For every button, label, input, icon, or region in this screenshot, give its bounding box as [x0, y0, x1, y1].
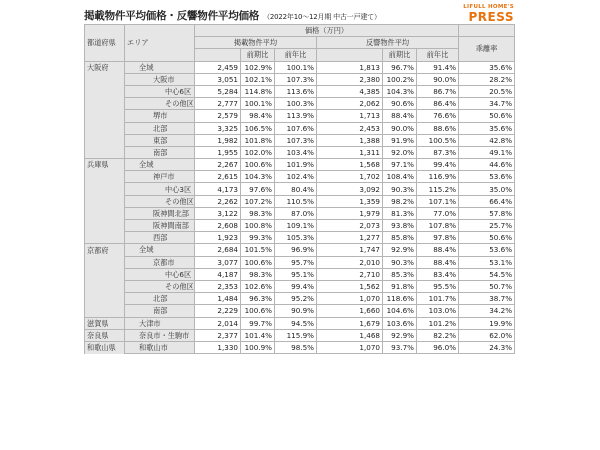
table-row [85, 293, 515, 305]
cell-pref: 和歌山県 [85, 341, 125, 353]
header-response-yoy: 前年比 [417, 49, 459, 61]
cell-area: 中心3区 [125, 183, 195, 195]
table-row [85, 110, 515, 122]
cell-pref: 兵庫県 [85, 159, 125, 171]
cell-diff-rate: 50.6% [459, 232, 515, 244]
cell-response-yoy: 97.8% [417, 232, 459, 244]
cell-response-price: 1,277 [317, 232, 383, 244]
cell-response-yoy: 86.7% [417, 85, 459, 97]
cell-listing-yoy: 110.5% [275, 195, 317, 207]
cell-listing-qoq: 100.6% [241, 256, 275, 268]
cell-listing-yoy: 80.4% [275, 183, 317, 195]
cell-response-qoq: 93.7% [383, 341, 417, 353]
cell-listing-price: 2,229 [195, 305, 241, 317]
cell-response-qoq: 90.0% [383, 122, 417, 134]
cell-area: その他区 [125, 98, 195, 110]
cell-response-price: 2,010 [317, 256, 383, 268]
cell-response-price: 1,813 [317, 61, 383, 73]
cell-response-yoy: 107.1% [417, 195, 459, 207]
cell-pref: 大阪府 [85, 61, 125, 73]
table-row [85, 220, 515, 232]
cell-response-yoy: 88.6% [417, 122, 459, 134]
cell-response-yoy: 76.6% [417, 110, 459, 122]
cell-listing-qoq: 104.3% [241, 171, 275, 183]
cell-listing-price: 2,684 [195, 244, 241, 256]
cell-listing-price: 1,484 [195, 293, 241, 305]
cell-response-price: 1,468 [317, 329, 383, 341]
cell-listing-qoq: 100.1% [241, 98, 275, 110]
header-blank [459, 25, 515, 37]
cell-listing-yoy: 107.3% [275, 134, 317, 146]
cell-area: 阪神間北部 [125, 207, 195, 219]
cell-response-yoy: 87.3% [417, 146, 459, 158]
cell-response-price: 4,385 [317, 85, 383, 97]
cell-listing-price: 2,377 [195, 329, 241, 341]
cell-response-price: 1,568 [317, 159, 383, 171]
cell-response-qoq: 100.2% [383, 73, 417, 85]
cell-area: その他区 [125, 280, 195, 292]
cell-pref [85, 183, 125, 195]
cell-listing-yoy: 107.3% [275, 73, 317, 85]
cell-listing-qoq: 101.5% [241, 244, 275, 256]
cell-listing-yoy: 87.0% [275, 207, 317, 219]
cell-listing-yoy: 95.1% [275, 268, 317, 280]
cell-listing-price: 3,122 [195, 207, 241, 219]
cell-pref [85, 293, 125, 305]
table-row [85, 159, 515, 171]
cell-listing-price: 1,955 [195, 146, 241, 158]
cell-response-yoy: 101.7% [417, 293, 459, 305]
header-price: 価格（万円） [195, 25, 459, 37]
cell-response-qoq: 108.4% [383, 171, 417, 183]
cell-listing-qoq: 97.6% [241, 183, 275, 195]
cell-pref [85, 280, 125, 292]
cell-listing-price: 2,262 [195, 195, 241, 207]
cell-listing-qoq: 98.3% [241, 207, 275, 219]
cell-area: 西部 [125, 232, 195, 244]
table-row [85, 61, 515, 73]
cell-listing-yoy: 98.5% [275, 341, 317, 353]
table-row [85, 146, 515, 158]
cell-diff-rate: 24.3% [459, 341, 515, 353]
brand-logo [463, 5, 514, 23]
cell-response-price: 1,070 [317, 341, 383, 353]
cell-response-yoy: 100.5% [417, 134, 459, 146]
cell-listing-qoq: 99.3% [241, 232, 275, 244]
cell-response-yoy: 116.9% [417, 171, 459, 183]
cell-area: 北部 [125, 293, 195, 305]
cell-listing-price: 3,051 [195, 73, 241, 85]
cell-listing-yoy: 100.3% [275, 98, 317, 110]
cell-listing-qoq: 102.9% [241, 61, 275, 73]
cell-listing-price: 2,579 [195, 110, 241, 122]
cell-listing-price: 5,284 [195, 85, 241, 97]
cell-pref: 京都府 [85, 244, 125, 256]
cell-response-yoy: 101.2% [417, 317, 459, 329]
cell-response-price: 1,679 [317, 317, 383, 329]
cell-listing-price: 3,325 [195, 122, 241, 134]
cell-response-price: 3,092 [317, 183, 383, 195]
cell-pref [85, 146, 125, 158]
logo-line1: LIFULL HOME'S [463, 4, 514, 10]
cell-response-price: 2,073 [317, 220, 383, 232]
cell-listing-qoq: 114.8% [241, 85, 275, 97]
cell-listing-yoy: 95.7% [275, 256, 317, 268]
cell-area: 奈良市・生駒市 [125, 329, 195, 341]
cell-listing-yoy: 99.4% [275, 280, 317, 292]
cell-listing-price: 2,459 [195, 61, 241, 73]
cell-pref [85, 98, 125, 110]
cell-diff-rate: 25.7% [459, 220, 515, 232]
cell-listing-qoq: 107.2% [241, 195, 275, 207]
cell-response-qoq: 90.6% [383, 98, 417, 110]
cell-response-price: 1,311 [317, 146, 383, 158]
cell-area: 全域 [125, 244, 195, 256]
cell-area: 京都市 [125, 256, 195, 268]
cell-response-yoy: 96.0% [417, 341, 459, 353]
cell-diff-rate: 53.6% [459, 244, 515, 256]
cell-response-price: 1,979 [317, 207, 383, 219]
header-listing-yoy: 前年比 [275, 49, 317, 61]
cell-response-yoy: 91.4% [417, 61, 459, 73]
cell-listing-qoq: 100.6% [241, 159, 275, 171]
cell-response-yoy: 82.2% [417, 329, 459, 341]
cell-response-qoq: 85.3% [383, 268, 417, 280]
cell-listing-price: 2,777 [195, 98, 241, 110]
cell-listing-price: 4,187 [195, 268, 241, 280]
cell-listing-price: 2,615 [195, 171, 241, 183]
cell-response-yoy: 88.4% [417, 256, 459, 268]
cell-response-yoy: 90.0% [417, 73, 459, 85]
cell-area: 全域 [125, 61, 195, 73]
table-row [85, 256, 515, 268]
cell-listing-yoy: 113.9% [275, 110, 317, 122]
cell-diff-rate: 50.6% [459, 110, 515, 122]
cell-diff-rate: 35.6% [459, 122, 515, 134]
cell-response-yoy: 86.4% [417, 98, 459, 110]
cell-listing-qoq: 96.3% [241, 293, 275, 305]
cell-area: 大阪市 [125, 73, 195, 85]
cell-response-qoq: 104.6% [383, 305, 417, 317]
cell-response-qoq: 96.7% [383, 61, 417, 73]
cell-response-qoq: 97.1% [383, 159, 417, 171]
cell-diff-rate: 54.5% [459, 268, 515, 280]
cell-listing-qoq: 102.0% [241, 146, 275, 158]
cell-pref [85, 256, 125, 268]
cell-response-price: 2,453 [317, 122, 383, 134]
table-row [85, 183, 515, 195]
cell-listing-qoq: 100.9% [241, 341, 275, 353]
cell-listing-yoy: 113.6% [275, 85, 317, 97]
cell-area: 阪神間南部 [125, 220, 195, 232]
cell-response-qoq: 92.0% [383, 146, 417, 158]
table-row [85, 85, 515, 97]
cell-pref [85, 110, 125, 122]
cell-listing-yoy: 101.9% [275, 159, 317, 171]
header-response-avg: 反響物件平均 [317, 37, 459, 49]
cell-response-qoq: 92.9% [383, 329, 417, 341]
cell-listing-qoq: 98.4% [241, 110, 275, 122]
cell-response-price: 2,710 [317, 268, 383, 280]
title-subtitle: （2022年10～12月期 中古一戸建て） [263, 13, 381, 21]
cell-listing-qoq: 100.6% [241, 305, 275, 317]
header-listing-qoq: 前期比 [241, 49, 275, 61]
header-listing-price [195, 49, 241, 61]
cell-listing-price: 2,014 [195, 317, 241, 329]
cell-listing-yoy: 107.6% [275, 122, 317, 134]
header-area: エリア [125, 25, 195, 62]
cell-area: 東部 [125, 134, 195, 146]
cell-diff-rate: 38.7% [459, 293, 515, 305]
cell-listing-qoq: 100.8% [241, 220, 275, 232]
table-row [85, 268, 515, 280]
cell-area: 中心6区 [125, 268, 195, 280]
cell-listing-price: 2,608 [195, 220, 241, 232]
cell-diff-rate: 57.8% [459, 207, 515, 219]
cell-listing-yoy: 94.5% [275, 317, 317, 329]
table-row [85, 207, 515, 219]
cell-listing-yoy: 100.1% [275, 61, 317, 73]
cell-listing-qoq: 101.8% [241, 134, 275, 146]
table-row [85, 341, 515, 353]
table-row [85, 98, 515, 110]
title-text: 掲載物件平均価格・反響物件平均価格 [84, 10, 260, 22]
cell-response-qoq: 104.3% [383, 85, 417, 97]
logo-line2: PRESS [468, 9, 514, 24]
cell-response-qoq: 90.3% [383, 183, 417, 195]
cell-listing-yoy: 115.9% [275, 329, 317, 341]
header-diff-rate: 乖離率 [459, 37, 515, 61]
cell-diff-rate: 35.6% [459, 61, 515, 73]
cell-diff-rate: 53.1% [459, 256, 515, 268]
table-row [85, 329, 515, 341]
cell-diff-rate: 42.8% [459, 134, 515, 146]
cell-pref [85, 268, 125, 280]
cell-response-price: 2,380 [317, 73, 383, 85]
cell-diff-rate: 50.7% [459, 280, 515, 292]
header-response-qoq: 前期比 [383, 49, 417, 61]
table-row [85, 305, 515, 317]
cell-area: 和歌山市 [125, 341, 195, 353]
cell-area: 大津市 [125, 317, 195, 329]
cell-response-qoq: 93.8% [383, 220, 417, 232]
cell-pref [85, 207, 125, 219]
cell-response-qoq: 118.6% [383, 293, 417, 305]
cell-response-price: 1,713 [317, 110, 383, 122]
cell-response-yoy: 115.2% [417, 183, 459, 195]
cell-listing-price: 1,982 [195, 134, 241, 146]
cell-pref [85, 134, 125, 146]
cell-listing-qoq: 102.6% [241, 280, 275, 292]
cell-area: その他区 [125, 195, 195, 207]
table-row [85, 195, 515, 207]
cell-diff-rate: 20.5% [459, 85, 515, 97]
cell-response-qoq: 91.8% [383, 280, 417, 292]
cell-diff-rate: 35.0% [459, 183, 515, 195]
cell-area: 南部 [125, 146, 195, 158]
cell-response-yoy: 88.4% [417, 244, 459, 256]
cell-pref [85, 305, 125, 317]
cell-area: 全域 [125, 159, 195, 171]
cell-listing-qoq: 98.3% [241, 268, 275, 280]
cell-response-yoy: 107.8% [417, 220, 459, 232]
cell-response-qoq: 92.9% [383, 244, 417, 256]
cell-listing-yoy: 102.4% [275, 171, 317, 183]
cell-listing-yoy: 105.3% [275, 232, 317, 244]
cell-area: 中心6区 [125, 85, 195, 97]
cell-diff-rate: 34.2% [459, 305, 515, 317]
cell-listing-qoq: 101.4% [241, 329, 275, 341]
cell-diff-rate: 44.6% [459, 159, 515, 171]
table-row [85, 280, 515, 292]
page-title [84, 8, 381, 23]
cell-response-price: 1,562 [317, 280, 383, 292]
table-row [85, 317, 515, 329]
cell-pref [85, 73, 125, 85]
cell-response-yoy: 83.4% [417, 268, 459, 280]
cell-response-qoq: 90.3% [383, 256, 417, 268]
table-row [85, 134, 515, 146]
cell-pref: 奈良県 [85, 329, 125, 341]
cell-area: 堺市 [125, 110, 195, 122]
cell-response-yoy: 77.0% [417, 207, 459, 219]
cell-pref [85, 171, 125, 183]
header-listing-avg: 掲載物件平均 [195, 37, 317, 49]
cell-listing-price: 3,077 [195, 256, 241, 268]
cell-response-price: 1,388 [317, 134, 383, 146]
cell-listing-qoq: 102.1% [241, 73, 275, 85]
cell-response-yoy: 95.5% [417, 280, 459, 292]
cell-response-price: 2,062 [317, 98, 383, 110]
table-row [85, 73, 515, 85]
cell-listing-yoy: 95.2% [275, 293, 317, 305]
header-response-price [317, 49, 383, 61]
cell-response-qoq: 81.3% [383, 207, 417, 219]
cell-response-qoq: 98.2% [383, 195, 417, 207]
cell-listing-price: 2,267 [195, 159, 241, 171]
table-row [85, 171, 515, 183]
cell-response-qoq: 88.4% [383, 110, 417, 122]
cell-diff-rate: 62.0% [459, 329, 515, 341]
cell-diff-rate: 53.6% [459, 171, 515, 183]
cell-response-yoy: 99.4% [417, 159, 459, 171]
cell-area: 南部 [125, 305, 195, 317]
table-row [85, 244, 515, 256]
cell-listing-price: 1,330 [195, 341, 241, 353]
cell-listing-qoq: 106.5% [241, 122, 275, 134]
cell-listing-yoy: 109.1% [275, 220, 317, 232]
cell-listing-yoy: 96.9% [275, 244, 317, 256]
cell-response-price: 1,070 [317, 293, 383, 305]
cell-diff-rate: 28.2% [459, 73, 515, 85]
cell-listing-price: 4,173 [195, 183, 241, 195]
cell-response-yoy: 103.0% [417, 305, 459, 317]
cell-listing-yoy: 90.9% [275, 305, 317, 317]
table-row [85, 122, 515, 134]
cell-area: 神戸市 [125, 171, 195, 183]
cell-response-qoq: 85.8% [383, 232, 417, 244]
cell-response-qoq: 103.6% [383, 317, 417, 329]
cell-diff-rate: 66.4% [459, 195, 515, 207]
cell-pref: 滋賀県 [85, 317, 125, 329]
cell-response-price: 1,747 [317, 244, 383, 256]
header-pref: 都道府県 [85, 25, 125, 62]
cell-listing-yoy: 103.4% [275, 146, 317, 158]
cell-listing-price: 2,353 [195, 280, 241, 292]
cell-pref [85, 220, 125, 232]
cell-response-price: 1,359 [317, 195, 383, 207]
cell-area: 北部 [125, 122, 195, 134]
table-row [85, 232, 515, 244]
cell-pref [85, 85, 125, 97]
cell-response-price: 1,660 [317, 305, 383, 317]
cell-pref [85, 195, 125, 207]
cell-response-qoq: 91.9% [383, 134, 417, 146]
table-body [85, 61, 515, 354]
cell-listing-price: 1,923 [195, 232, 241, 244]
price-table [84, 24, 515, 354]
cell-pref [85, 232, 125, 244]
cell-pref [85, 122, 125, 134]
cell-response-price: 1,702 [317, 171, 383, 183]
cell-listing-qoq: 99.7% [241, 317, 275, 329]
cell-diff-rate: 19.9% [459, 317, 515, 329]
cell-diff-rate: 34.7% [459, 98, 515, 110]
cell-diff-rate: 49.1% [459, 146, 515, 158]
